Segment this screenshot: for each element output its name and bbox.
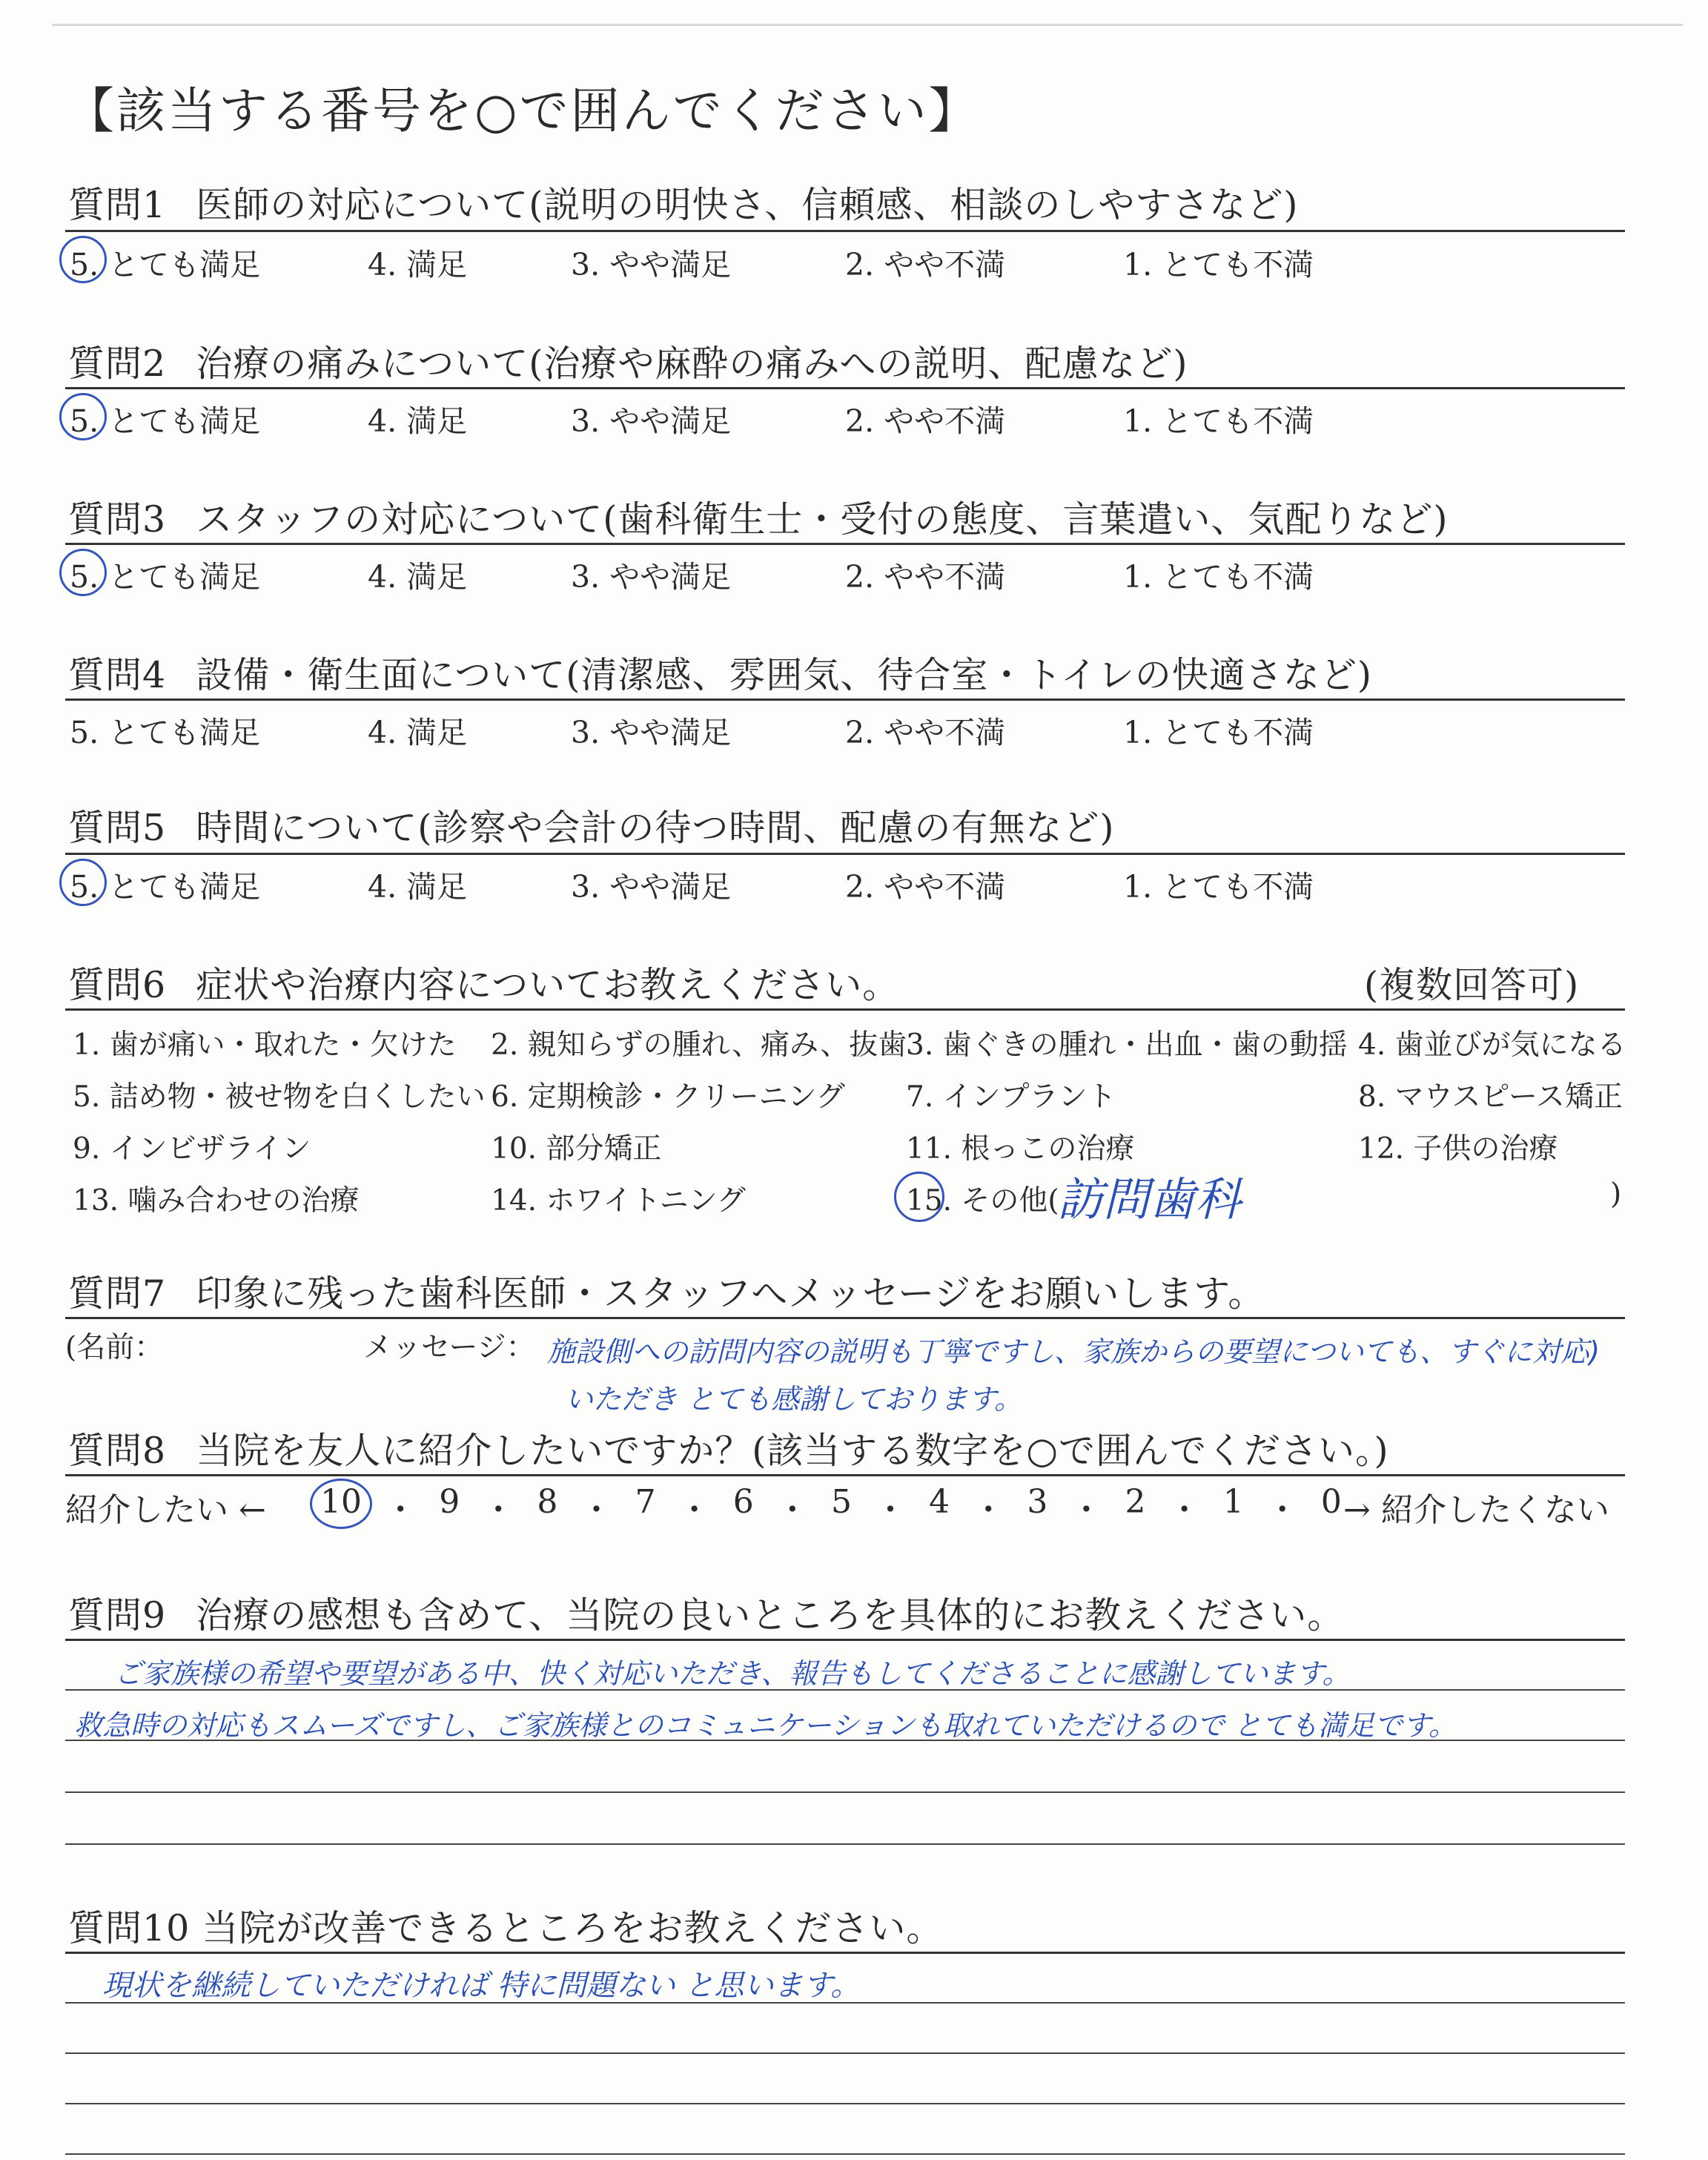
- q2-option-1[interactable]: 1. とても不満: [1123, 403, 1314, 439]
- q1-option-5[interactable]: 5. とても満足: [70, 247, 261, 283]
- question-number: 質問2: [68, 343, 167, 385]
- q6-option-2[interactable]: 2. 親知らずの腫れ、痛み、抜歯: [491, 1028, 907, 1062]
- recommend-scale: [320, 1483, 1342, 1530]
- scale-8[interactable]: 8: [537, 1483, 558, 1521]
- q2-option-2[interactable]: 2. やや不満: [845, 403, 1006, 439]
- q1-option-1[interactable]: 1. とても不満: [1123, 247, 1314, 283]
- q4-option-4[interactable]: 4. 満足: [368, 715, 468, 750]
- q4-option-5[interactable]: 5. とても満足: [70, 715, 261, 750]
- scale-dot: ・: [482, 1491, 515, 1529]
- q2-option-5[interactable]: 5. とても満足: [70, 403, 261, 439]
- answer-line: [65, 2052, 1625, 2054]
- q6-option-15-close-paren: ): [1610, 1178, 1622, 1211]
- question-3-heading: [68, 491, 1448, 543]
- question-number: 質問6: [68, 964, 167, 1006]
- selection-circle: [59, 549, 107, 596]
- q3-option-3[interactable]: 3. やや満足: [571, 559, 732, 595]
- scale-0[interactable]: 0: [1320, 1483, 1342, 1521]
- scale-dot: ・: [775, 1491, 809, 1529]
- recommend-right-label: → 紹介したくない: [1343, 1491, 1609, 1529]
- question-text: 時間について(診察や会計の待つ時間、配慮の有無など): [196, 807, 1115, 849]
- scale-dot: ・: [1265, 1491, 1299, 1529]
- q3-option-5[interactable]: 5. とても満足: [70, 559, 261, 595]
- q9-answer-line-1: ご家族様の希望や要望がある中、快く対応いただき、報告もしてくださることに感謝しています。: [114, 1657, 1351, 1690]
- question-4-heading: [68, 647, 1372, 698]
- q6-option-4[interactable]: 4. 歯並びが気になる: [1358, 1028, 1626, 1062]
- scale-dot: ・: [1168, 1491, 1201, 1529]
- question-text: 当院を友人に紹介したいですか？(該当する数字を○で囲んでください。): [196, 1430, 1389, 1472]
- question-number: 質問1: [68, 184, 167, 226]
- scale-7[interactable]: 7: [635, 1483, 656, 1521]
- question-text: 治療の感想も含めて、当院の良いところを具体的にお教えください。: [196, 1594, 1345, 1636]
- q6-option-6[interactable]: 6. 定期検診・クリーニング: [491, 1080, 845, 1114]
- question-number: 質問10: [68, 1907, 191, 1949]
- question-text: 印象に残った歯科医師・スタッフへメッセージをお願いします。: [196, 1272, 1265, 1315]
- q5-option-1[interactable]: 1. とても不満: [1123, 869, 1314, 905]
- scale-dot: ・: [972, 1491, 1005, 1529]
- q6-option-7[interactable]: 7. インプラント: [906, 1080, 1116, 1114]
- scale-dot: ・: [678, 1491, 711, 1529]
- q6-option-12[interactable]: 12. 子供の治療: [1358, 1132, 1558, 1166]
- scan-top-edge: [52, 24, 1683, 26]
- q6-option-11[interactable]: 11. 根っこの治療: [906, 1132, 1135, 1166]
- scale-1[interactable]: 1: [1222, 1483, 1244, 1521]
- question-1-heading: [68, 176, 1298, 228]
- question-10-rule: [65, 1952, 1625, 1954]
- question-text: 設備・衛生面について(清潔感、雰囲気、待合室・トイレの快適さなど): [196, 654, 1372, 696]
- q4-option-2[interactable]: 2. やや不満: [845, 715, 1006, 750]
- name-label: (名前：: [65, 1331, 164, 1364]
- q2-option-3[interactable]: 3. やや満足: [571, 403, 732, 439]
- scale-dot: ・: [580, 1491, 613, 1529]
- question-number: 質問3: [68, 498, 167, 541]
- answer-line: [65, 2153, 1625, 2155]
- q1-option-2[interactable]: 2. やや不満: [845, 247, 1006, 283]
- question-5-heading: [68, 799, 1114, 851]
- question-6-heading: [68, 957, 899, 1008]
- question-3-rule: [65, 543, 1625, 545]
- q10-answer-line-1: 現状を継続していただければ 特に問題ない と思います。: [102, 1969, 861, 2003]
- message-label: メッセージ：: [363, 1331, 535, 1364]
- q6-option-15[interactable]: 15. その他(: [906, 1184, 1059, 1218]
- q5-option-2[interactable]: 2. やや不満: [845, 869, 1006, 905]
- scale-10[interactable]: 10: [320, 1483, 362, 1521]
- q5-option-3[interactable]: 3. やや満足: [571, 869, 732, 905]
- question-2-heading: [68, 335, 1188, 387]
- question-7-heading: [68, 1265, 1265, 1317]
- scale-4[interactable]: 4: [929, 1483, 950, 1521]
- question-number: 質問9: [68, 1594, 167, 1636]
- scale-2[interactable]: 2: [1125, 1483, 1146, 1521]
- selection-circle: [310, 1479, 372, 1529]
- question-number: 質問4: [68, 654, 167, 696]
- question-2-rule: [65, 387, 1625, 389]
- scale-9[interactable]: 9: [439, 1483, 460, 1521]
- scale-dot: ・: [874, 1491, 907, 1529]
- selection-circle: [59, 236, 107, 283]
- q2-option-4[interactable]: 4. 満足: [368, 403, 468, 439]
- message-line-1: 施設側への訪問内容の説明も丁寧ですし、家族からの要望についても、すぐに対応): [547, 1335, 1601, 1368]
- q4-option-3[interactable]: 3. やや満足: [571, 715, 732, 750]
- question-9-heading: [68, 1587, 1344, 1639]
- question-6-rule: [65, 1008, 1625, 1011]
- question-8-rule: [65, 1474, 1625, 1476]
- question-9-rule: [65, 1639, 1625, 1641]
- q5-option-5[interactable]: 5. とても満足: [70, 869, 261, 905]
- selection-circle: [59, 393, 107, 440]
- question-7-rule: [65, 1317, 1625, 1319]
- question-1-rule: [65, 230, 1625, 232]
- q3-option-2[interactable]: 2. やや不満: [845, 559, 1006, 595]
- scale-6[interactable]: 6: [732, 1483, 754, 1521]
- q3-option-4[interactable]: 4. 満足: [368, 559, 468, 595]
- question-text: 症状や治療内容についてお教えください。: [196, 964, 900, 1006]
- q6-option-3[interactable]: 3. 歯ぐきの腫れ・出血・歯の動揺: [906, 1028, 1348, 1062]
- question-text: 医師の対応について(説明の明快さ、信頼感、相談のしやすさなど): [196, 184, 1299, 226]
- question-number: 質問8: [68, 1430, 167, 1472]
- multiple-answers-note: (複数回答可): [1364, 964, 1580, 1006]
- selection-circle: [894, 1172, 944, 1222]
- q1-option-3[interactable]: 3. やや満足: [571, 247, 732, 283]
- answer-line: [65, 1843, 1625, 1845]
- q6-option-10[interactable]: 10. 部分矯正: [491, 1132, 662, 1166]
- q6-option-9[interactable]: 9. インビザライン: [73, 1132, 311, 1166]
- question-5-rule: [65, 853, 1625, 855]
- recommend-left-label: 紹介したい ←: [65, 1491, 266, 1529]
- question-number: 質問5: [68, 807, 167, 849]
- selection-circle: [59, 859, 107, 906]
- scale-dot: ・: [384, 1491, 417, 1529]
- question-text: スタッフの対応について(歯科衛生士・受付の態度、言葉遣い、気配りなど): [196, 498, 1449, 541]
- scale-5[interactable]: 5: [830, 1483, 852, 1521]
- q6-option-8[interactable]: 8. マウスピース矯正: [1358, 1080, 1623, 1114]
- q3-option-1[interactable]: 1. とても不満: [1123, 559, 1314, 595]
- scale-3[interactable]: 3: [1027, 1483, 1048, 1521]
- scale-dot: ・: [1070, 1491, 1103, 1529]
- question-number: 質問7: [68, 1272, 167, 1315]
- q6-option-14[interactable]: 14. ホワイトニング: [491, 1184, 746, 1218]
- other-answer-handwritten: 訪問歯科: [1057, 1172, 1242, 1226]
- q9-answer-line-2: 救急時の対応もスムーズですし、ご家族様とのコミュニケーションも取れていただけるので とても満足です。: [74, 1709, 1457, 1742]
- answer-line: [65, 2103, 1625, 2104]
- q6-option-1[interactable]: 1. 歯が痛い・取れた・欠けた: [73, 1028, 457, 1062]
- question-text: 当院が改善できるところをお教えください。: [202, 1907, 944, 1949]
- question-4-rule: [65, 698, 1625, 701]
- q1-option-4[interactable]: 4. 満足: [368, 247, 468, 283]
- question-8-heading: [68, 1422, 1389, 1474]
- q6-option-5[interactable]: 5. 詰め物・被せ物を白くしたい: [73, 1080, 486, 1114]
- page-title: 【該当する番号を○で囲んでください】: [65, 82, 980, 139]
- q5-option-4[interactable]: 4. 満足: [368, 869, 468, 905]
- question-text: 治療の痛みについて(治療や麻酔の痛みへの説明、配慮など): [196, 343, 1188, 385]
- question-10-heading: [68, 1900, 943, 1952]
- answer-line: [65, 1791, 1625, 1793]
- q4-option-1[interactable]: 1. とても不満: [1123, 715, 1314, 750]
- q6-option-13[interactable]: 13. 噛み合わせの治療: [73, 1184, 360, 1218]
- message-line-2: いただき とても感謝しております。: [565, 1383, 1023, 1416]
